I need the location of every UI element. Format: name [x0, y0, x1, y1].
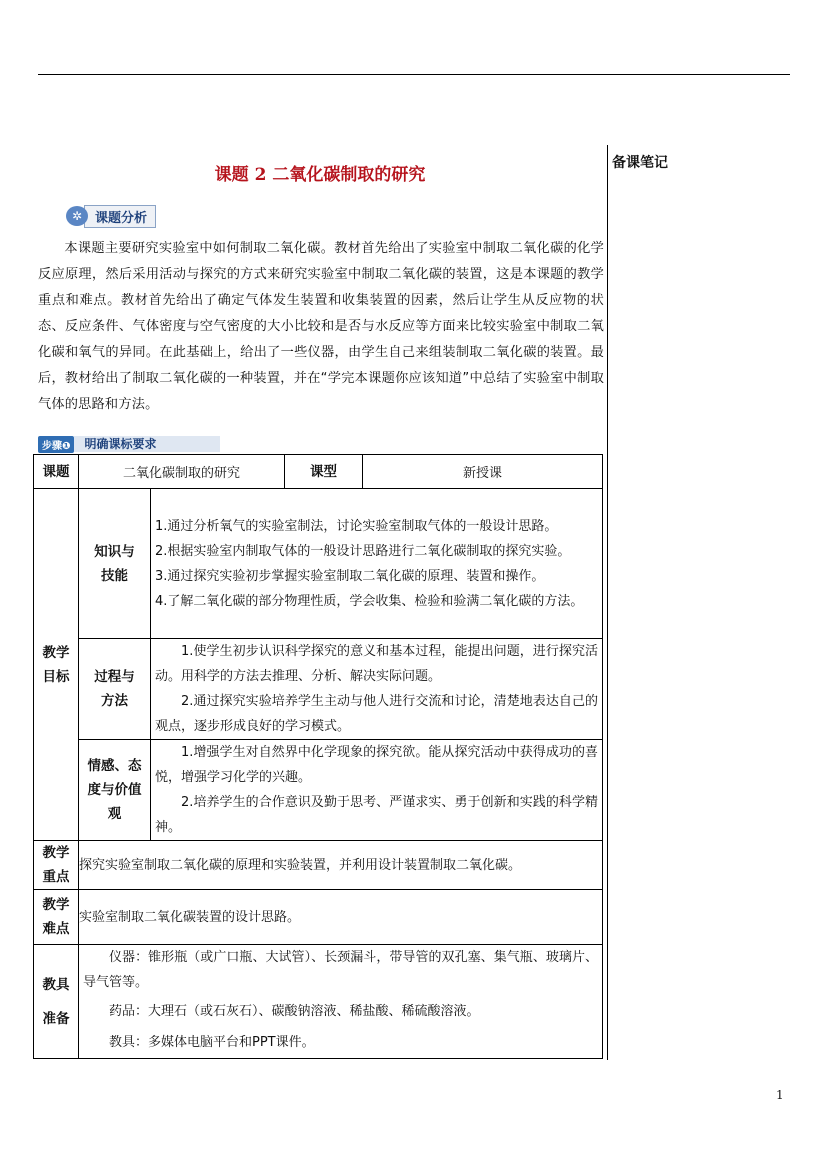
table-row [34, 740, 603, 841]
tools-content [79, 945, 603, 1059]
list-item: 2.根据实验室内制取气体的一般设计思路进行二氧化碳制取的探究实验。 [155, 543, 571, 559]
list-item: 1.通过分析氧气的实验室制法，讨论实验室制取气体的一般设计思路。 [155, 518, 558, 534]
list-item: 4.了解二氧化碳的部分物理性质，学会收集、检验和验满二氧化碳的方法。 [155, 593, 584, 609]
emotion-label: 情感、态度与价值观 [79, 740, 151, 841]
list-item: 3.通过探究实验初步掌握实验室制取二氧化碳的原理、装置和操作。 [155, 568, 545, 584]
goals-label: 教学目标 [34, 489, 79, 841]
page-title: 课题 2 二氧化碳制取的研究 [214, 165, 426, 185]
process-content [151, 639, 603, 740]
tools-label: 教具准备 [34, 945, 79, 1059]
type-label: 课型 [285, 455, 363, 489]
focus-label: 教学重点 [34, 841, 79, 890]
list-item: 仪器：锥形瓶（或广口瓶、大试管）、长颈漏斗，带导管的双孔塞、集气瓶、玻璃片、导气管等。 [83, 950, 598, 990]
header-rule [38, 74, 790, 75]
list-item: 1.增强学生对自然界中化学现象的探究欲。能从探究活动中获得成功的喜悦，增强学习化学的兴趣。 [155, 745, 598, 785]
process-label: 过程与方法 [79, 639, 151, 740]
knowledge-content [151, 489, 603, 639]
table-row [34, 639, 603, 740]
table-row [34, 489, 603, 639]
list-item: 1.使学生初步认识科学探究的意义和基本过程，能提出问题，进行探究活动。用科学的方法去推理、分析、解决实际问题。 [155, 644, 598, 684]
analysis-badge [66, 205, 156, 227]
table-row [34, 455, 603, 489]
notes-column-title: 备课笔记 [612, 155, 668, 171]
knowledge-label: 知识与技能 [79, 489, 151, 639]
type-value: 新授课 [363, 455, 603, 489]
list-item: 2.培养学生的合作意识及勤于思考、严谨求实、勇于创新和实践的科学精神。 [155, 795, 598, 835]
table-row [34, 841, 603, 890]
step-badge [38, 436, 220, 452]
notes-column-divider [607, 145, 608, 1060]
list-item: 教具：多媒体电脑平台和PPT课件。 [109, 1035, 315, 1050]
gear-icon: ✲ [66, 206, 88, 226]
list-item: 2.通过探究实验培养学生主动与他人进行交流和讨论，清楚地表达自己的观点，逐步形成良好的学习模式。 [155, 694, 598, 734]
table-row [34, 890, 603, 945]
lesson-plan-table [33, 454, 603, 1059]
table-row [34, 945, 603, 1059]
list-item: 药品：大理石（或石灰石）、碳酸钠溶液、稀盐酸、稀硫酸溶液。 [109, 1004, 480, 1019]
topic-label: 课题 [34, 455, 79, 489]
emotion-content [151, 740, 603, 841]
intro-paragraph: 本课题主要研究实验室中如何制取二氧化碳。教材首先给出了实验室中制取二氧化碳的化学反应原理，然后采用活动与探究的方式来研究实验室中制取二氧化碳的装置，这是本课题的教学重点和难点。教材首先给出了确定气体发生装置和收集装置的因素，然后让学生从反应物的状态、反应条件、气体密度与空气密度的大小比较和是否与水反应等方面来比较实验室中制取二氧化碳和氧气的异同。在此基础上，给出了一些仪器，由学生自己来组装制取二氧化碳的装置。最后，教材给出了制取二氧化碳的一种装置，并在“学完本课题你应该知道”中总结了实验室中制取气体的思路和方法。 [38, 241, 604, 412]
analysis-badge-label: 课题分析 [84, 205, 156, 228]
step-tag: 步骤❶ [38, 436, 74, 453]
difficulty-label: 教学难点 [34, 890, 79, 945]
focus-text: 探究实验室制取二氧化碳的原理和实验装置，并利用设计装置制取二氧化碳。 [79, 841, 603, 890]
page-number: 1 [776, 1088, 784, 1102]
difficulty-text: 实验室制取二氧化碳装置的设计思路。 [79, 890, 603, 945]
step-label: 明确课标要求 [74, 436, 220, 452]
topic-value: 二氧化碳制取的研究 [79, 455, 285, 489]
